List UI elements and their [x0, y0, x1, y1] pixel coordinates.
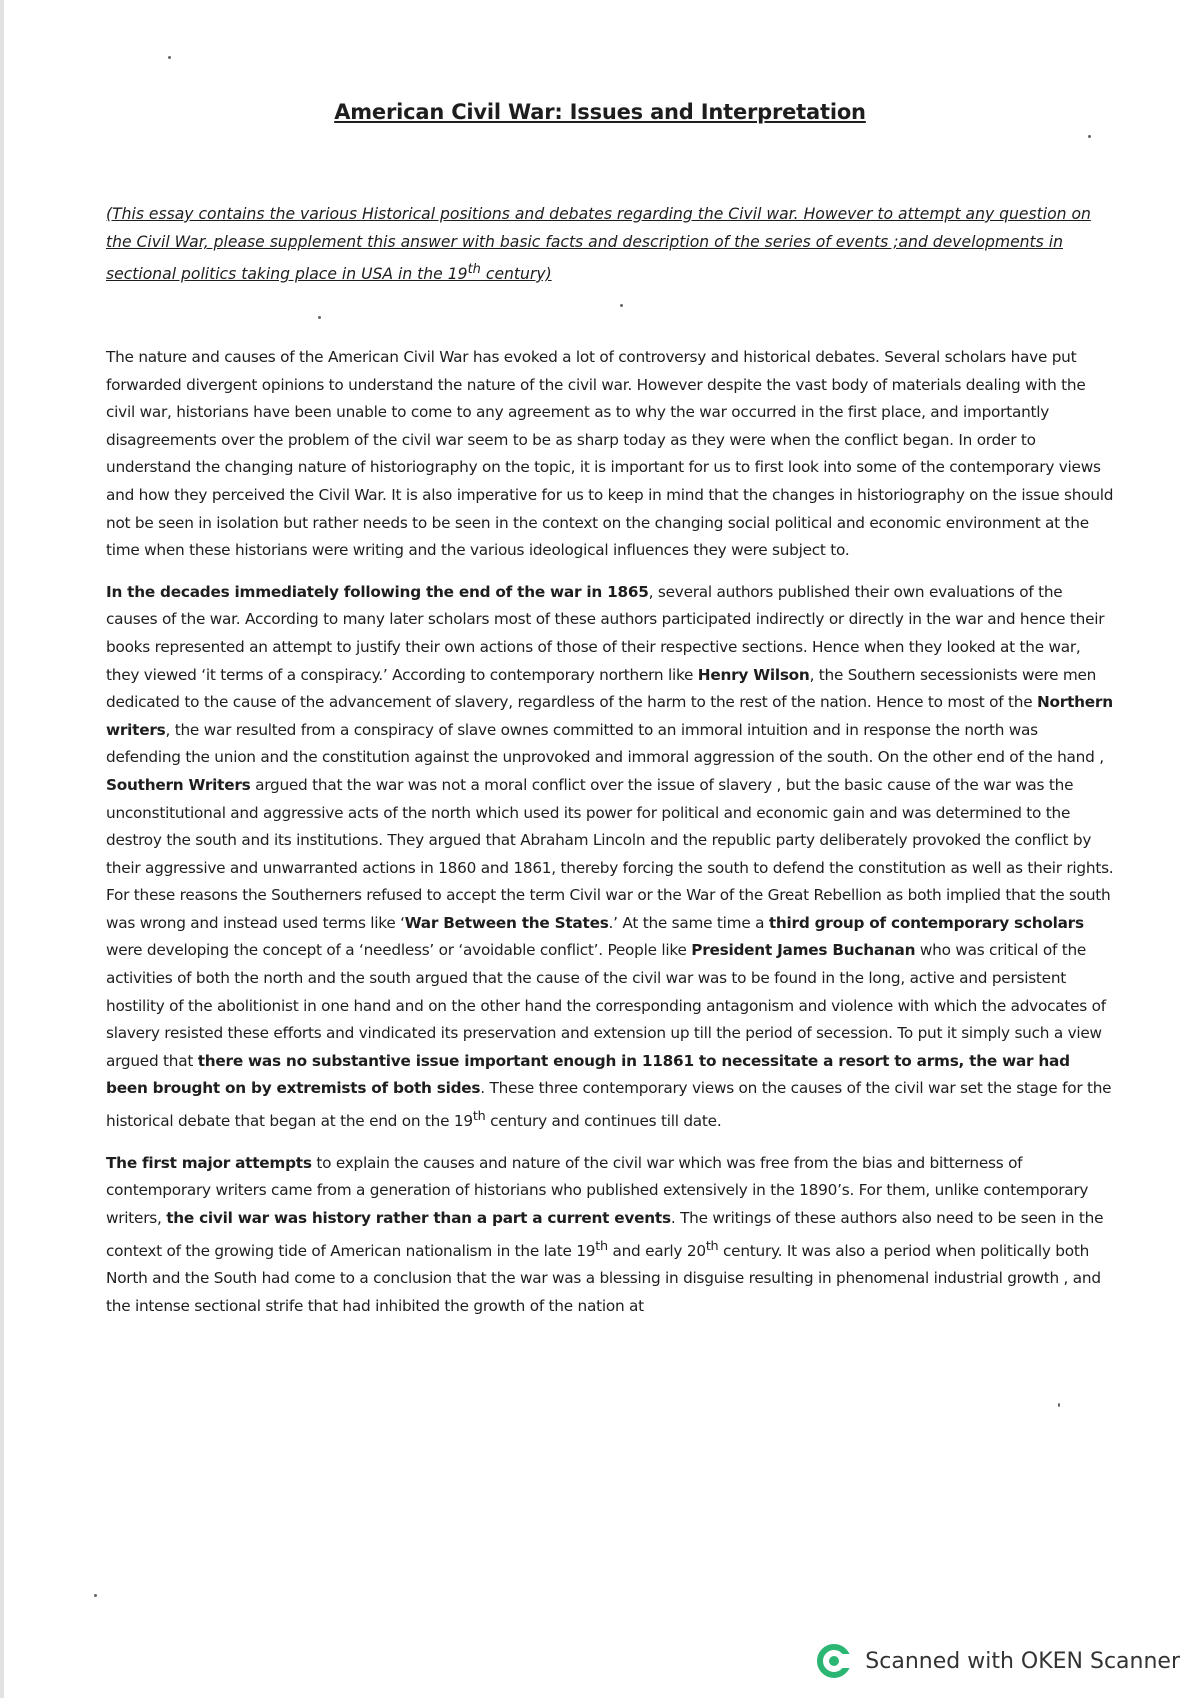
scan-speck	[318, 316, 321, 319]
scan-speck	[1058, 1403, 1060, 1407]
paragraph: The first major attempts to explain the causes and nature of the civil war which was free from the bias and bitterness of contemporary writers came from a generation of historians who published extensively in the 1890’s. For them, unlike contemporary writers, the civil war was history rather than a part a current events. The writings of these authors also need to be seen in the context of the growing tide of American nationalism in the late 19th and early 20th century. It was also a period when politically both North and the South had come to a conclusion that the war was a blessing in disguise resulting in phenomenal industrial growth , and the intense sectional strife that had inhibited the growth of the nation at	[106, 1153, 1104, 1315]
oken-scanner-logo-icon	[815, 1642, 853, 1680]
document-title: American Civil War: Issues and Interpretation	[334, 100, 866, 124]
scan-speck	[1088, 135, 1091, 138]
paragraph: In the decades immediately following the end of the war in 1865, several authors published their own evaluations of the causes of the war. According to many later scholars most of these authors participated indirectly or directly in the war and hence their books represented an attempt to justify their own actions of those of their respective sections. Hence when they looked at the war, they viewed ‘it terms of a conspiracy.’ According to contemporary northern like Henry Wilson, the Southern secessionists were men dedicated to the cause of the advancement of slavery, regardless of the harm to the rest of the nation. Hence to most of the Northern writers, the war resulted from a conspiracy of slave ownes committed to an immoral intuition and in response the north was defending the union and the constitution against the unprovoked and immoral aggression of the south. On the other end of the hand , Southern Writers argued that the war was not a moral conflict over the issue of slavery , but the basic cause of the war was the unconstitutional and aggressive acts of the north which used its power for political and economic gain and was determined to the destroy the south and its institutions. They argued that Abraham Lincoln and the republic party deliberately provoked the conflict by their aggressive and unwarranted actions in 1860 and 1861, thereby forcing the south to defend the constitution as well as their rights. For these reasons the Southerners refused to accept the term Civil war or the War of the Great Rebellion as both implied that the south was wrong and instead used terms like ‘War Between the States.’ At the same time a third group of contemporary scholars were developing the concept of a ‘needless’ or ‘avoidable conflict’. People like President James Buchanan who was critical of the activities of both the north and the south argued that the cause of the civil war was to be found in the long, active and persistent hostility of the abolitionist in one hand and on the other hand the corresponding antagonism and violence with which the advocates of slavery resisted these efforts and vindicated its preservation and extension up till the period of secession. To put it simply such a view argued that there was no substantive issue important enough in 11861 to necessitate a resort to arms, the war had been brought on by extremists of both sides. These three contemporary views on the causes of the civil war set the stage for the historical debate that began at the end on the 19th century and continues till date.	[106, 582, 1114, 1131]
watermark-text: Scanned with OKEN Scanner	[865, 1648, 1180, 1674]
scanner-watermark	[815, 1642, 1180, 1680]
scan-speck	[620, 304, 623, 307]
paragraph: The nature and causes of the American Civil War has evoked a lot of controversy and historical debates. Several scholars have put forwarded divergent opinions to understand the nature of the civil war. However despite the vast body of materials dealing with the civil war, historians have been unable to come to any agreement as to why the war occurred in the first place, and importantly disagreements over the problem of the civil war seem to be as sharp today as they were when the conflict began. In order to understand the changing nature of historiography on the topic, it is important for us to first look into some of the contemporary views and how they perceived the Civil War. It is also imperative for us to keep in mind that the changes in historiography on the issue should not be seen in isolation but rather needs to be seen in the context on the changing social political and economic environment at the time when these historians were writing and the various ideological influences they were subject to.	[106, 348, 1114, 560]
scan-edge	[0, 0, 4, 1698]
essay-body	[106, 344, 1114, 1334]
scan-speck	[94, 1594, 97, 1597]
scan-speck	[168, 56, 171, 59]
essay-note: (This essay contains the various Historical positions and debates regarding the Civil war. However to attempt any question on the Civil War, please supplement this answer with basic facts and description of the series of events ;and developments in sectional politics taking place in USA in the 19th century)	[106, 205, 1091, 284]
